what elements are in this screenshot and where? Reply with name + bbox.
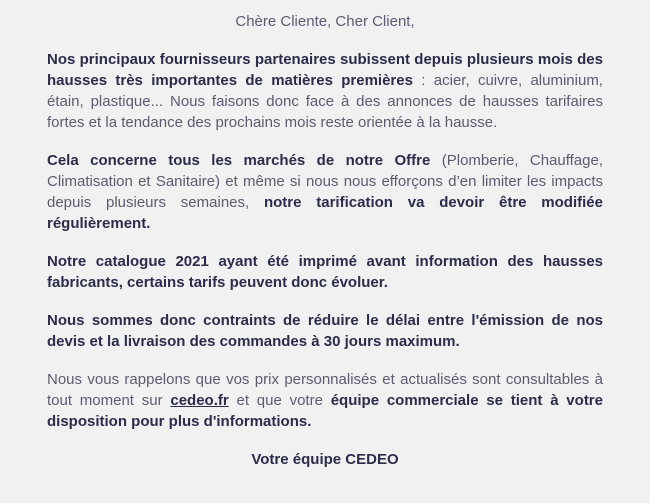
bold-run: notre tarification va devoir être modifiée régulièrement. <box>47 194 603 232</box>
text-run: : acier, cuivre, aluminium, étain, plastique... Nous faisons donc face à des annonces de hausses tarifaires fortes et la tendance des prochains mois reste orientée à la hausse. <box>47 72 603 131</box>
paragraph <box>47 49 603 133</box>
bold-run: Notre catalogue 2021 ayant été imprimé avant information des hausses fabricants, certains tarifs peuvent donc évoluer. <box>47 253 603 291</box>
paragraph <box>47 310 603 352</box>
text-run: Nous vous rappelons que vos prix personnalisés et actualisés sont consultables à tout moment sur <box>47 371 603 409</box>
bold-run: Cela concerne tous les marchés de notre Offre <box>47 152 431 169</box>
cedeo-link[interactable]: cedeo.fr <box>170 392 229 409</box>
bold-run: Nous sommes donc contraints de réduire le délai entre l'émission de nos devis et la livraison des commandes à 30 jours maximum. <box>47 312 603 350</box>
bold-run: Nos principaux fournisseurs partenaires subissent depuis plusieurs mois des hausses très importantes de matières premières <box>47 51 603 89</box>
letter-body <box>47 49 603 432</box>
text-run: et que votre <box>228 392 331 409</box>
paragraph <box>47 369 603 432</box>
greeting: Chère Cliente, Cher Client, <box>235 13 415 30</box>
paragraph <box>47 150 603 234</box>
text-run: (Plomberie, Chauffage, Climatisation et Sanitaire) et même si nous nous efforçons d’en limiter les impacts depuis plusieurs semaines, <box>47 152 603 211</box>
bold-run: équipe commerciale se tient à votre disposition pour plus d'informations. <box>47 392 603 430</box>
paragraph <box>47 251 603 293</box>
signature: Votre équipe CEDEO <box>251 451 399 468</box>
